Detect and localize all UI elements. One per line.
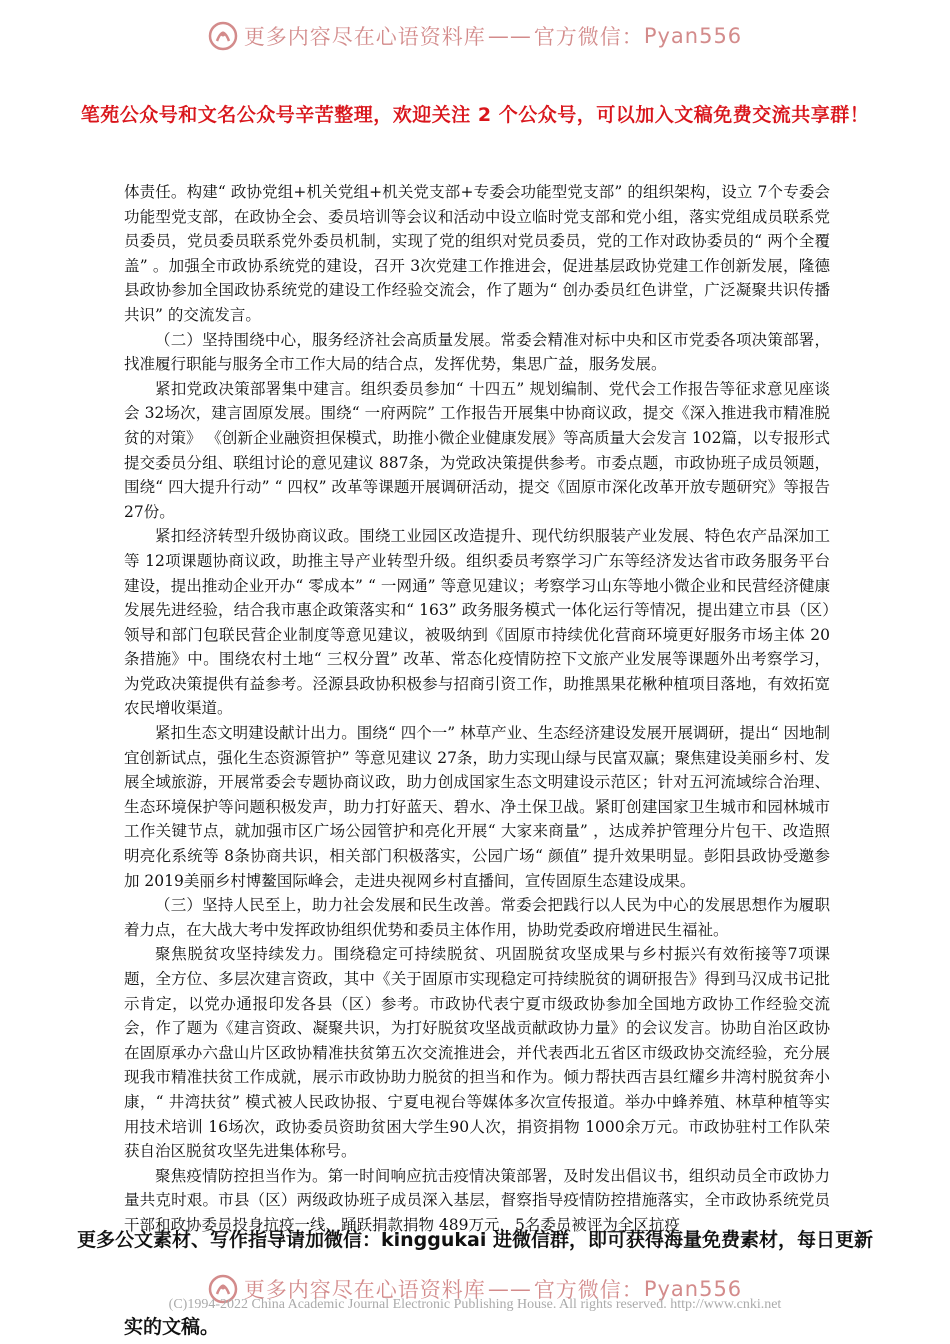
paragraph: （三）坚持人民至上，助力社会发展和民生改善。常委会把践行以人民为中心的发展思想作为履职着力点，在大战大考中发挥政协组织优势和委员主体作用，协助党委政府增进民生福祉。 — [124, 896, 830, 939]
paragraph: 体责任。构建“ 政协党组+机关党组+机关党支部+专委会功能型党支部” 的组织架构，设立 7个专委会功能型党支部，在政协全会、委员培训等会议和活动中设立临时党支部和党小组，落实党组成员联系党员委员，党员委员联系党外委员机制，实现了党的组织对党员委员，党的工作对政协委员的“ 两个全覆盖” 。加强全市政协系统党的建设，召开 3次党建工作推进会，促进基层政协党建工作创新发展，隆德县政协参加全国政协系统党的建设工作经验交流会，作了题为“ 创办委员红色讲堂，广泛凝聚共识传播共识” 的交流发言。 — [124, 183, 830, 324]
watermark-main-text: 更多内容尽在心语资料库 — [243, 25, 486, 49]
paragraph: 紧扣生态文明建设献计出力。围绕“ 四个一” 林草产业、生态经济建设发展开展调研，提出“ 因地制宜创新试点，强化生态资源管护” 等意见建议 27条，助力实现山绿与民富双赢；聚焦建设美丽乡村、发展全域旅游，开展常委会专题协商议政，助力创成国家生态文明建设示范区；针对五河流域综合治理、生态环境保护等问题积极发声，助力打好蓝天、碧水、净土保卫战。紧盯创建国家卫生城市和园林城市工作关键节点，就加强市区广场公园管护和亮化开展“ 大家来商量” ，达成养护管理分片包干、改造照明亮化系统等 8条协商共识，相关部门积极落实，公园广场“ 颜值” 提升效果明显。彭阳县政协受邀参加 2019美丽乡村博鳌国际峰会，走进央视网乡村直播间，宣传固原生态建设成果。 — [124, 724, 830, 890]
top-promo-banner: 笔苑公众号和文名公众号辛苦整理，欢迎关注 2 个公众号，可以加入文稿免费交流共享群！ — [80, 104, 870, 126]
watermark-official-label: 官方微信： — [533, 1278, 644, 1302]
header-watermark — [0, 16, 950, 56]
brand-logo-icon — [208, 21, 238, 51]
bottom-promo-banner: 更多公文素材、写作指导请加微信：kinggukai 进微信群，即可获得海量免费素材，每日更新 — [77, 1229, 873, 1251]
paragraph: 紧扣经济转型升级协商议政。围绕工业园区改造提升、现代纺织服装产业发展、特色农产品深加工等 12项课题协商议政，助推主导产业转型升级。组织委员考察学习广东等经济发达省市政务服务平台建设，提出推动企业开办“ 零成本” “ 一网通” 等意见建议；考察学习山东等地小微企业和民营经济健康发展先进经验，结合我市惠企政策落实和“ 163” 政务服务模式一体化运行等情况，提出建立市县（区）领导和部门包联民营企业制度等意见建议，被吸纳到《固原市持续优化营商环境更好服务市场主体 20条措施》中。围绕农村土地“ 三权分置” 改革、常态化疫情防控下文旅产业发展等课题外出考察学习，为党政决策提供有益参考。泾源县政协积极参与招商引资工作，助推黑果花楸种植项目落地，有效拓宽农民增收渠道。 — [124, 527, 830, 718]
document-body — [124, 180, 830, 1238]
watermark-wechat-id: Pyan556 — [643, 24, 743, 48]
watermark-separator: —— — [487, 24, 532, 48]
paragraph: 聚焦疫情防控担当作为。第一时间响应抗击疫情决策部署，及时发出倡议书，组织动员全市政协力量共克时艰。市县（区）两级政协班子成员深入基层，督察指导疫情防控措施落实，全市政协系统党员干部和政协委员投身抗疫一线、踊跃捐款捐物 489万元，5名委员被评为全区抗疫 — [124, 1166, 830, 1234]
paragraph: 聚焦脱贫攻坚持续发力。围绕稳定可持续脱贫、巩固脱贫攻坚成果与乡村振兴有效衔接等7项课题，全方位、多层次建言资政，其中《关于固原市实现稳定可持续脱贫的调研报告》得到马汉成书记批示肯定，以党办通报印发各县（区）参考。市政协代表宁夏市级政协参加全国地方政协工作经验交流会，作了题为《建言资政、凝聚共识，为打好脱贫攻坚战贡献政协力量》的会议发言。协助自治区政协在固原承办六盘山片区政协精准扶贫第五次交流推进会，并代表西北五省区市级政协交流经验，充分展现我市精准扶贫工作成就，展示市政协助力脱贫的担当和作为。倾力帮扶西吉县红耀乡井湾村脱贫奔小康，“ 井湾扶贫” 模式被人民政协报、宁夏电视台等媒体多次宣传报道。举办中蜂养殖、林草种植等实用技术培训 16场次，政协委员资助贫困大学生90人次，捐资捐物 1000余万元。市政协驻村工作队荣获自治区脱贫攻坚先进集体称号。 — [124, 945, 830, 1161]
watermark-separator: —— — [487, 1277, 532, 1301]
paragraph: （二）坚持围绕中心，服务经济社会高质量发展。常委会精准对标中央和区市党委各项决策部署，找准履行职能与服务全市工作大局的结合点，发挥优势，集思广益，服务发展。 — [124, 330, 830, 374]
watermark-official-label: 官方微信： — [533, 25, 644, 49]
paragraph: 紧扣党政决策部署集中建言。组织委员参加“ 十四五” 规划编制、党代会工作报告等征求意见座谈会 32场次，建言固原发展。围绕“ 一府两院” 工作报告开展集中协商议政，提交《深入推进我市精准脱贫的对策》 《创新企业融资担保模式，助推小微企业健康发展》等高质量大会发言 102篇，以专报形式提交委员分组、联组讨论的意见建议 887条，为党政决策提供参考。市委点题，市政协班子成员领题，围绕“ 四大提升行动” “ 四权” 改革等课题开展调研活动，提交《固原市深化改革开放专题研究》等报告 27份。 — [124, 379, 830, 521]
watermark-wechat-id: Pyan556 — [643, 1277, 743, 1301]
truncated-line: 实的文稿。 — [124, 1316, 220, 1338]
copyright-notice: (C)1994-2022 China Academic Journal Electronic Publishing House. All rights reserved. http://www.cnki.net — [168, 1297, 782, 1312]
watermark-main-text: 更多内容尽在心语资料库 — [243, 1278, 486, 1302]
